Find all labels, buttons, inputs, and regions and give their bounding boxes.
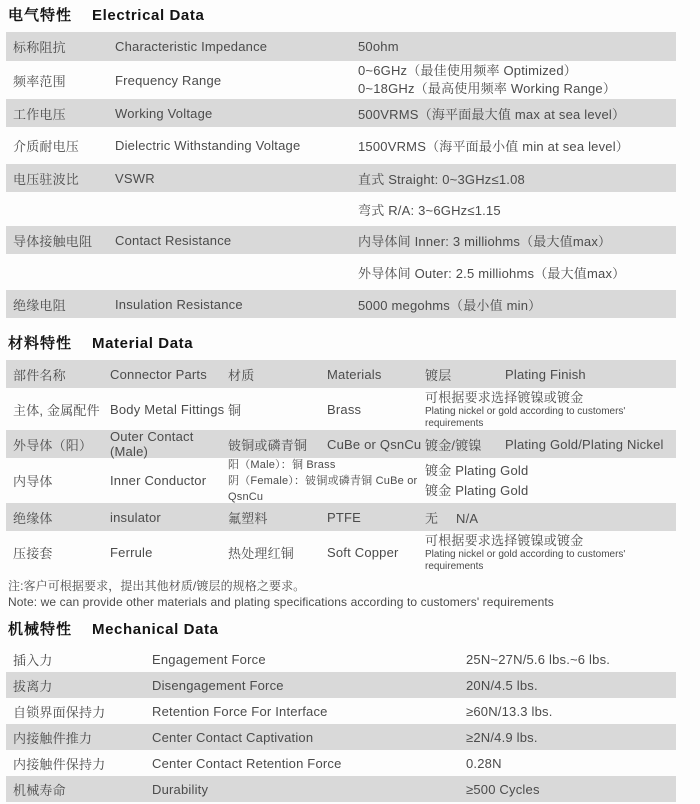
part-zh: 内导体 (13, 474, 53, 489)
mechanical-section-title (8, 620, 700, 640)
part-en: Inner Conductor (110, 473, 207, 488)
electrical-section (0, 6, 700, 318)
section-title-zh: 机械特性 (8, 621, 73, 638)
value: 直式 Straight: 0~3GHz≤1.08 (358, 171, 525, 187)
plating-en-small: Plating nickel or gold according to customers' requirements (425, 548, 626, 572)
label-en: Center Contact Retention Force (152, 755, 342, 771)
value: 0.28N (466, 755, 502, 771)
spec-row (6, 99, 676, 127)
label-zh: 工作电压 (13, 106, 66, 122)
material-section (0, 334, 700, 610)
value-line-2: 0~18GHz（最高使用频率 Working Range） (358, 81, 617, 96)
label-zh: 介质耐电压 (13, 139, 80, 154)
material-header-row (6, 360, 676, 388)
part-en: Outer Contact (Male) (110, 429, 194, 459)
label-en: Disengagement Force (152, 677, 284, 693)
value: ≥500 Cycles (466, 781, 540, 797)
spec-row (6, 226, 676, 254)
part-en: Ferrule (110, 544, 153, 560)
material-line-1: 阳（Male）：铜 Brass (228, 458, 336, 471)
header-plating-zh: 镀层 (425, 367, 452, 383)
note-line-zh: 注:客户可根据要求，提出其他材质/镀层的规格之要求。 (8, 579, 306, 593)
mechanical-table (0, 646, 700, 802)
value: ≥60N/13.3 lbs. (466, 703, 553, 719)
spec-row (6, 698, 676, 724)
value: 5000 megohms（最小值 min） (358, 297, 542, 313)
spec-row (6, 164, 676, 192)
value: 50ohm (358, 39, 399, 54)
mechanical-section (0, 620, 700, 802)
spec-row (6, 127, 676, 164)
label-zh: 标称阻抗 (13, 40, 66, 55)
value: 500VRMS（海平面最大值 max at sea level） (358, 106, 626, 122)
plating-cell (425, 389, 676, 430)
value: 内导体间 Inner: 3 milliohms（最大值max） (358, 233, 612, 249)
value: 20N/4.5 lbs. (466, 677, 538, 693)
label-en: Contact Resistance (115, 232, 232, 248)
plating-en-small: Plating nickel or gold according to customers' requirements (425, 405, 626, 429)
part-zh: 主体, 金属配件 (13, 402, 100, 418)
section-title-zh: 电气特性 (8, 7, 73, 24)
label-en: Durability (152, 781, 209, 797)
label-zh: 导体接触电阻 (13, 233, 93, 249)
plating-zh: 无 (425, 510, 439, 526)
material-en: Brass (327, 401, 362, 417)
note-line-en: Note: we can provide other materials and plating specifications according to customers' requirements (8, 595, 554, 609)
plating-line-2: 镀金 Plating Gold (425, 482, 529, 498)
header-material-en: Materials (327, 366, 382, 382)
electrical-table (0, 32, 700, 318)
spec-row (6, 61, 676, 99)
value-line-1: 0~6GHz（最佳使用频率 Optimized） (358, 63, 577, 78)
material-row (6, 458, 676, 503)
spec-row (6, 672, 676, 698)
section-title-en: Electrical Data (92, 7, 205, 24)
value: ≥2N/4.9 lbs. (466, 729, 538, 745)
label-en: VSWR (115, 170, 155, 186)
label-zh: 拔离力 (13, 678, 53, 694)
label-en: Center Contact Captivation (152, 729, 314, 745)
label-en: Retention Force For Interface (152, 703, 328, 719)
label-zh: 自锁界面保持力 (13, 704, 106, 720)
plating-zh: 可根据要求选择镀镍或镀金 (425, 532, 584, 548)
electrical-section-title (8, 6, 700, 26)
material-section-title (8, 334, 700, 354)
label-zh: 插入力 (13, 652, 53, 668)
material-en: PTFE (327, 509, 362, 525)
plating-line-1: 镀金 Plating Gold (425, 462, 529, 478)
spec-row (6, 750, 676, 776)
material-en: CuBe or QsnCu (327, 436, 422, 452)
plating-en: Plating Gold/Plating Nickel (505, 436, 664, 452)
header-material-zh: 材质 (228, 367, 255, 383)
label-en: Frequency Range (115, 72, 222, 88)
spec-row-continuation (6, 254, 676, 290)
material-zh: 铜 (228, 402, 242, 418)
value (358, 62, 676, 98)
material-en: Soft Copper (327, 544, 399, 560)
value: 外导体间 Outer: 2.5 milliohms（最大值max） (358, 265, 626, 281)
label-zh: 绝缘电阻 (13, 297, 66, 313)
part-en: insulator (110, 509, 161, 525)
label-zh: 机械寿命 (13, 782, 66, 798)
plating-zh: 镀金/镀镍 (425, 437, 482, 453)
section-title-zh: 材料特性 (8, 335, 73, 352)
header-part-zh: 部件名称 (13, 367, 66, 383)
label-en: Working Voltage (115, 105, 213, 121)
plating-en: N/A (456, 510, 479, 526)
label-zh: 内接触件保持力 (13, 756, 106, 772)
material-row (6, 430, 676, 458)
material-line-2: 阴（Female）：铍铜或磷青铜 CuBe or QsnCu (228, 474, 418, 503)
label-en: Characteristic Impedance (115, 39, 268, 54)
header-part-en: Connector Parts (110, 366, 207, 382)
spec-row (6, 776, 676, 802)
label-zh: 电压驻波比 (13, 171, 80, 187)
spec-row-continuation (6, 192, 676, 226)
spec-row (6, 32, 676, 61)
label-en: Engagement Force (152, 651, 266, 667)
header-plating-en: Plating Finish (505, 366, 586, 382)
label-en: Dielectric Withstanding Voltage (115, 138, 301, 153)
plating-cell (425, 532, 676, 573)
label-en: Insulation Resistance (115, 296, 243, 312)
section-title-en: Mechanical Data (92, 621, 219, 638)
material-row (6, 503, 676, 531)
material-cell (228, 457, 425, 505)
material-table (0, 360, 700, 573)
spec-row (6, 724, 676, 750)
material-zh: 氟塑料 (228, 510, 268, 526)
part-zh: 绝缘体 (13, 510, 53, 526)
plating-cell (425, 461, 676, 501)
material-note (8, 578, 700, 610)
plating-cell (425, 508, 676, 527)
label-zh: 内接触件推力 (13, 730, 93, 746)
plating-zh: 可根据要求选择镀镍或镀金 (425, 389, 584, 405)
part-zh: 压接套 (13, 545, 53, 561)
material-zh: 热处理红铜 (228, 545, 295, 561)
spec-row (6, 646, 676, 672)
material-zh: 铍铜或磷青铜 (228, 437, 308, 453)
value: 弯式 R/A: 3~6GHz≤1.15 (358, 202, 501, 218)
part-en: Body Metal Fittings (110, 401, 225, 417)
value: 25N~27N/5.6 lbs.~6 lbs. (466, 651, 611, 667)
material-row (6, 531, 676, 573)
label-zh: 频率范围 (13, 73, 66, 89)
part-zh: 外导体（阳） (13, 437, 93, 453)
value: 1500VRMS（海平面最小值 min at sea level） (358, 139, 630, 154)
spec-row (6, 290, 676, 318)
material-row (6, 388, 676, 430)
section-title-en: Material Data (92, 335, 194, 352)
